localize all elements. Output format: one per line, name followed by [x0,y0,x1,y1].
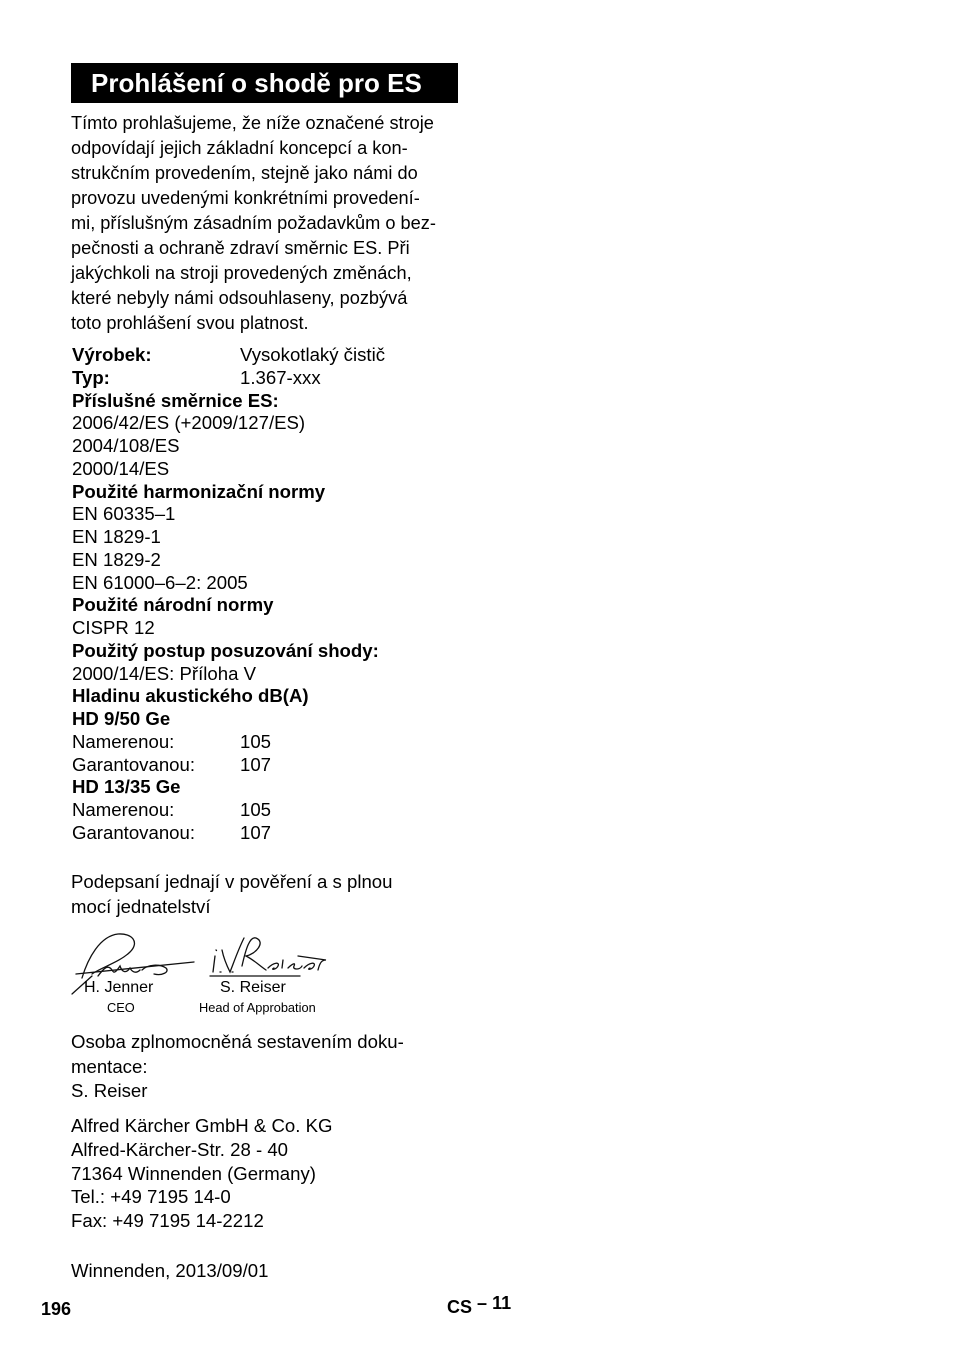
signature-reiser [210,938,326,976]
national-heading: Použité národní normy [72,594,274,616]
measured-row [72,731,492,754]
guaranteed-row [72,822,492,845]
sound-heading: Hladinu akustického dB(A) [72,685,309,707]
signatory-name: H. Jenner [84,979,154,996]
page-title: Prohlášení o shodě pro ES [71,63,458,103]
directive-item: 2004/108/ES [72,435,180,456]
guaranteed-row [72,754,492,777]
procedure-heading: Použitý postup posuzování shody: [72,639,379,661]
signatory-role: Head of Approbation [199,1000,316,1015]
page-number: 196 [41,1299,72,1319]
directives-heading: Příslušné směrnice ES: [72,389,279,411]
signatory-name: S. Reiser [220,979,286,996]
guaranteed-label: Garantovanou: [72,753,196,775]
type-row [72,367,492,390]
guaranteed-value: 107 [240,821,272,843]
procedure-item: 2000/14/ES: Příloha V [72,662,256,684]
section-page-marker [447,1293,512,1318]
company-address [71,1114,332,1233]
measured-label: Namerenou: [72,799,175,820]
company-line: Fax: +49 7195 14-2212 [71,1210,264,1232]
intro-line: strukčním provedením, stejně jako námi do [71,163,418,183]
signed-line: Podepsaní jednají v pověření a s plnou [71,871,393,892]
authorized-line: S. Reiser [71,1080,148,1101]
measured-row [72,799,492,822]
model-name: HD 9/50 Ge [72,708,171,729]
intro-line: Tímto prohlašujeme, že níže označené stroje [71,113,434,133]
specifications [72,344,492,845]
measured-label: Namerenou: [72,730,175,752]
intro-paragraph [71,111,466,336]
national-item: CISPR 12 [72,617,155,638]
place-date: Winnenden, 2013/09/01 [71,1260,269,1281]
intro-line: odpovídají jejich základní koncepcí a kon- [71,138,408,158]
product-label: Výrobek: [72,344,152,365]
directive-item: 2000/14/ES [72,457,170,479]
signatory-role: CEO [107,1000,135,1015]
guaranteed-value: 107 [240,753,272,775]
company-line: Alfred Kärcher GmbH & Co. KG [71,1115,333,1136]
authorized-line: Osoba zplnomocněná sestavením doku- [71,1031,404,1052]
company-line: 71364 Winnenden (Germany) [71,1162,316,1184]
intro-line: toto prohlášení svou platnost. [71,313,309,333]
intro-line: jakýchkoli na stroji provedených změnách, [71,263,412,283]
company-line: Alfred-Kärcher-Str. 28 - 40 [71,1138,289,1160]
harmonized-item: EN 60335–1 [72,503,176,525]
intro-line: které nebyly námi odsouhlaseny, pozbývá [71,288,408,308]
signatures [70,928,340,1018]
company-line: Tel.: +49 7195 14-0 [71,1186,231,1208]
directive-item: 2006/42/ES (+2009/127/ES) [72,412,306,434]
authorized-line: mentace: [71,1055,148,1077]
section-page-number: 11 [492,1293,512,1313]
product-value: Vysokotlaký čistič [240,344,386,365]
intro-line: mi, příslušným zásadním požadavkům o bez- [71,213,436,233]
harmonized-item: EN 61000–6–2: 2005 [72,571,248,593]
intro-line: pečnosti a ochraně zdraví směrnic ES. Při [71,238,410,258]
harmonized-heading: Použité harmonizační normy [72,480,326,502]
signed-line: mocí jednatelství [71,895,211,917]
measured-value: 105 [240,730,272,752]
footer-dash: – [477,1293,488,1313]
harmonized-item: EN 1829-2 [72,548,161,570]
model-name: HD 13/35 Ge [72,776,181,798]
authorized-person [71,1030,404,1104]
signed-statement [71,870,393,919]
type-label: Typ: [72,366,110,388]
language-code: CS [447,1297,473,1317]
intro-line: provozu uvedenými konkrétními provedení- [71,188,420,208]
product-row [72,344,492,367]
harmonized-item: EN 1829-1 [72,526,161,547]
type-value: 1.367-xxx [240,366,321,388]
measured-value: 105 [240,799,272,820]
guaranteed-label: Garantovanou: [72,821,196,843]
